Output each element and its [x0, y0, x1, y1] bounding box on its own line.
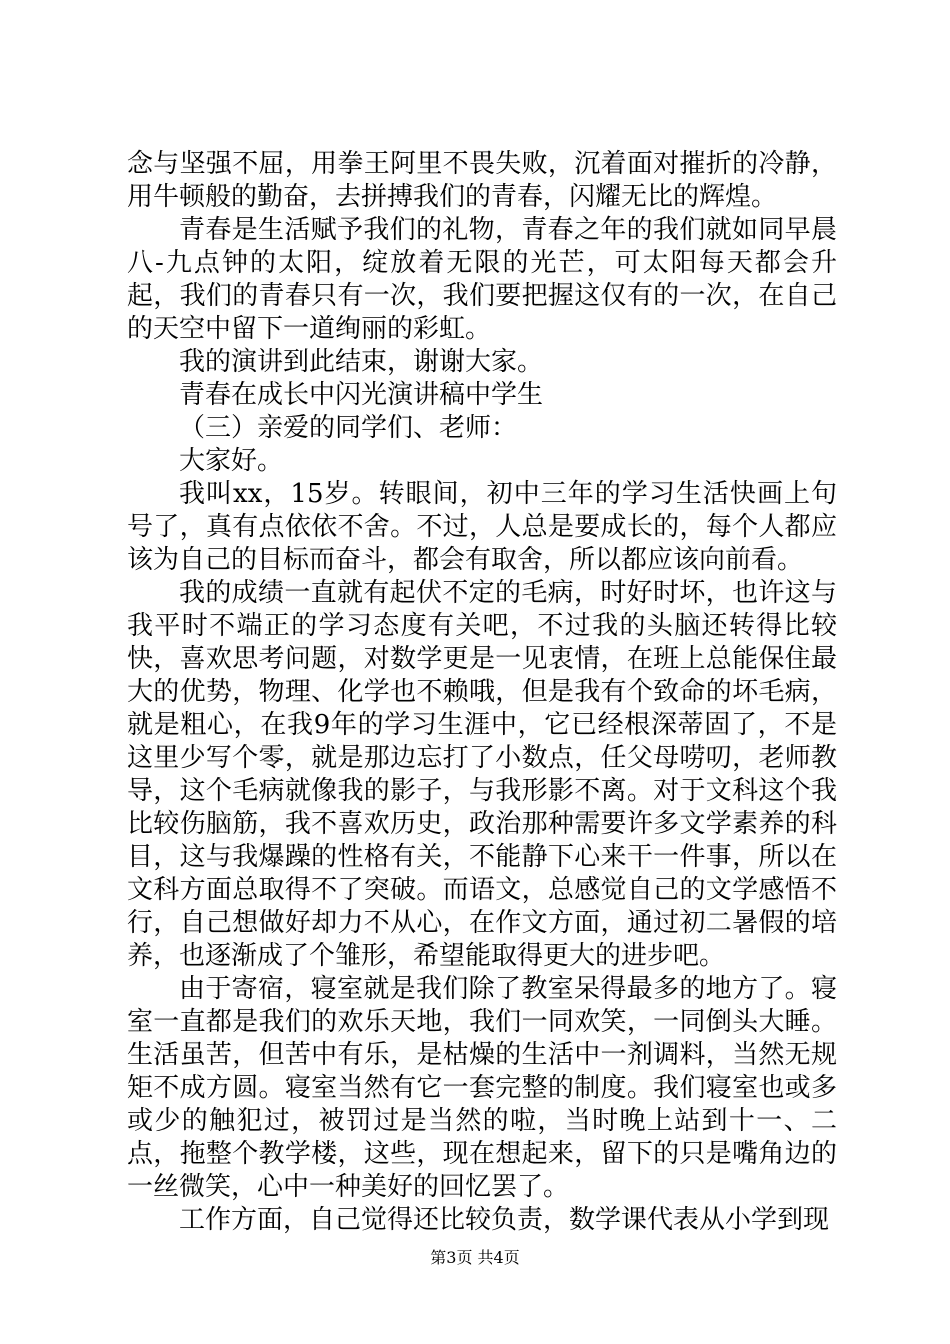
page-number-footer: 第3页 共4页 — [430, 1248, 520, 1267]
paragraph: 我的演讲到此结束，谢谢大家。 — [179, 347, 544, 377]
paragraph: 大家好。 — [179, 446, 284, 476]
paragraph-heading: 青春在成长中闪光演讲稿中学生 — [179, 380, 544, 410]
paragraph: 青春是生活赋予我们的礼物，青春之年的我们就如同早晨八-九点钟的太阳，绽放着无限的光芒，可太阳每天都会升起，我们的青春只有一次，我们要把握这仅有的一次，在自己的天空中留下一道绚丽的彩虹。 — [127, 215, 837, 344]
paragraph: 由于寄宿，寝室就是我们除了教室呆得最多的地方了。寝室一直都是我们的欢乐天地，我们一同欢笑，一同倒头大睡。生活虽苦，但苦中有乐，是枯燥的生活中一剂调料，当然无规矩不成方圆。寝室当然有它一套完整的制度。我们寝室也或多或少的触犯过，被罚过是当然的啦，当时晚上站到十一、二点，拖整个教学楼，这些，现在想起来，留下的只是嘴角边的一丝微笑，心中一种美好的回忆罢了。 — [127, 974, 837, 1202]
paragraph: （三）亲爱的同学们、老师： — [179, 413, 518, 443]
document-body — [127, 148, 837, 1237]
paragraph: 我叫xx，15岁。转眼间，初中三年的学习生活快画上句号了，真有点依依不舍。不过，人总是要成长的，每个人都应该为自己的目标而奋斗，都会有取舍，所以都应该向前看。 — [127, 479, 837, 575]
paragraph: 工作方面，自己觉得还比较负责，数学课代表从小学到现 — [179, 1205, 830, 1235]
paragraph: 我的成绩一直就有起伏不定的毛病，时好时坏，也许这与我平时不端正的学习态度有关吧，不过我的头脑还转得比较快，喜欢思考问题，对数学更是一见衷情，在班上总能保住最大的优势，物理、化学也不赖哦，但是我有个致命的坏毛病，就是粗心，在我9年的学习生涯中，它已经根深蒂固了，不是这里少写个零，就是那边忘打了小数点，任父母唠叨，老师教导，这个毛病就像我的影子，与我形影不离。对于文科这个我比较伤脑筋，我不喜欢历史，政治那种需要许多文学素养的科目，这与我爆躁的性格有关，不能静下心来干一件事，所以在文科方面总取得不了突破。而语文，总感觉自己的文学感悟不行，自己想做好却力不从心，在作文方面，通过初二暑假的培养，也逐渐成了个雏形，希望能取得更大的进步吧。 — [127, 578, 837, 971]
paragraph: 念与坚强不屈，用拳王阿里不畏失败，沉着面对摧折的冷静，用牛顿般的勤奋，去拼搏我们的青春，闪耀无比的辉煌。 — [127, 149, 837, 212]
